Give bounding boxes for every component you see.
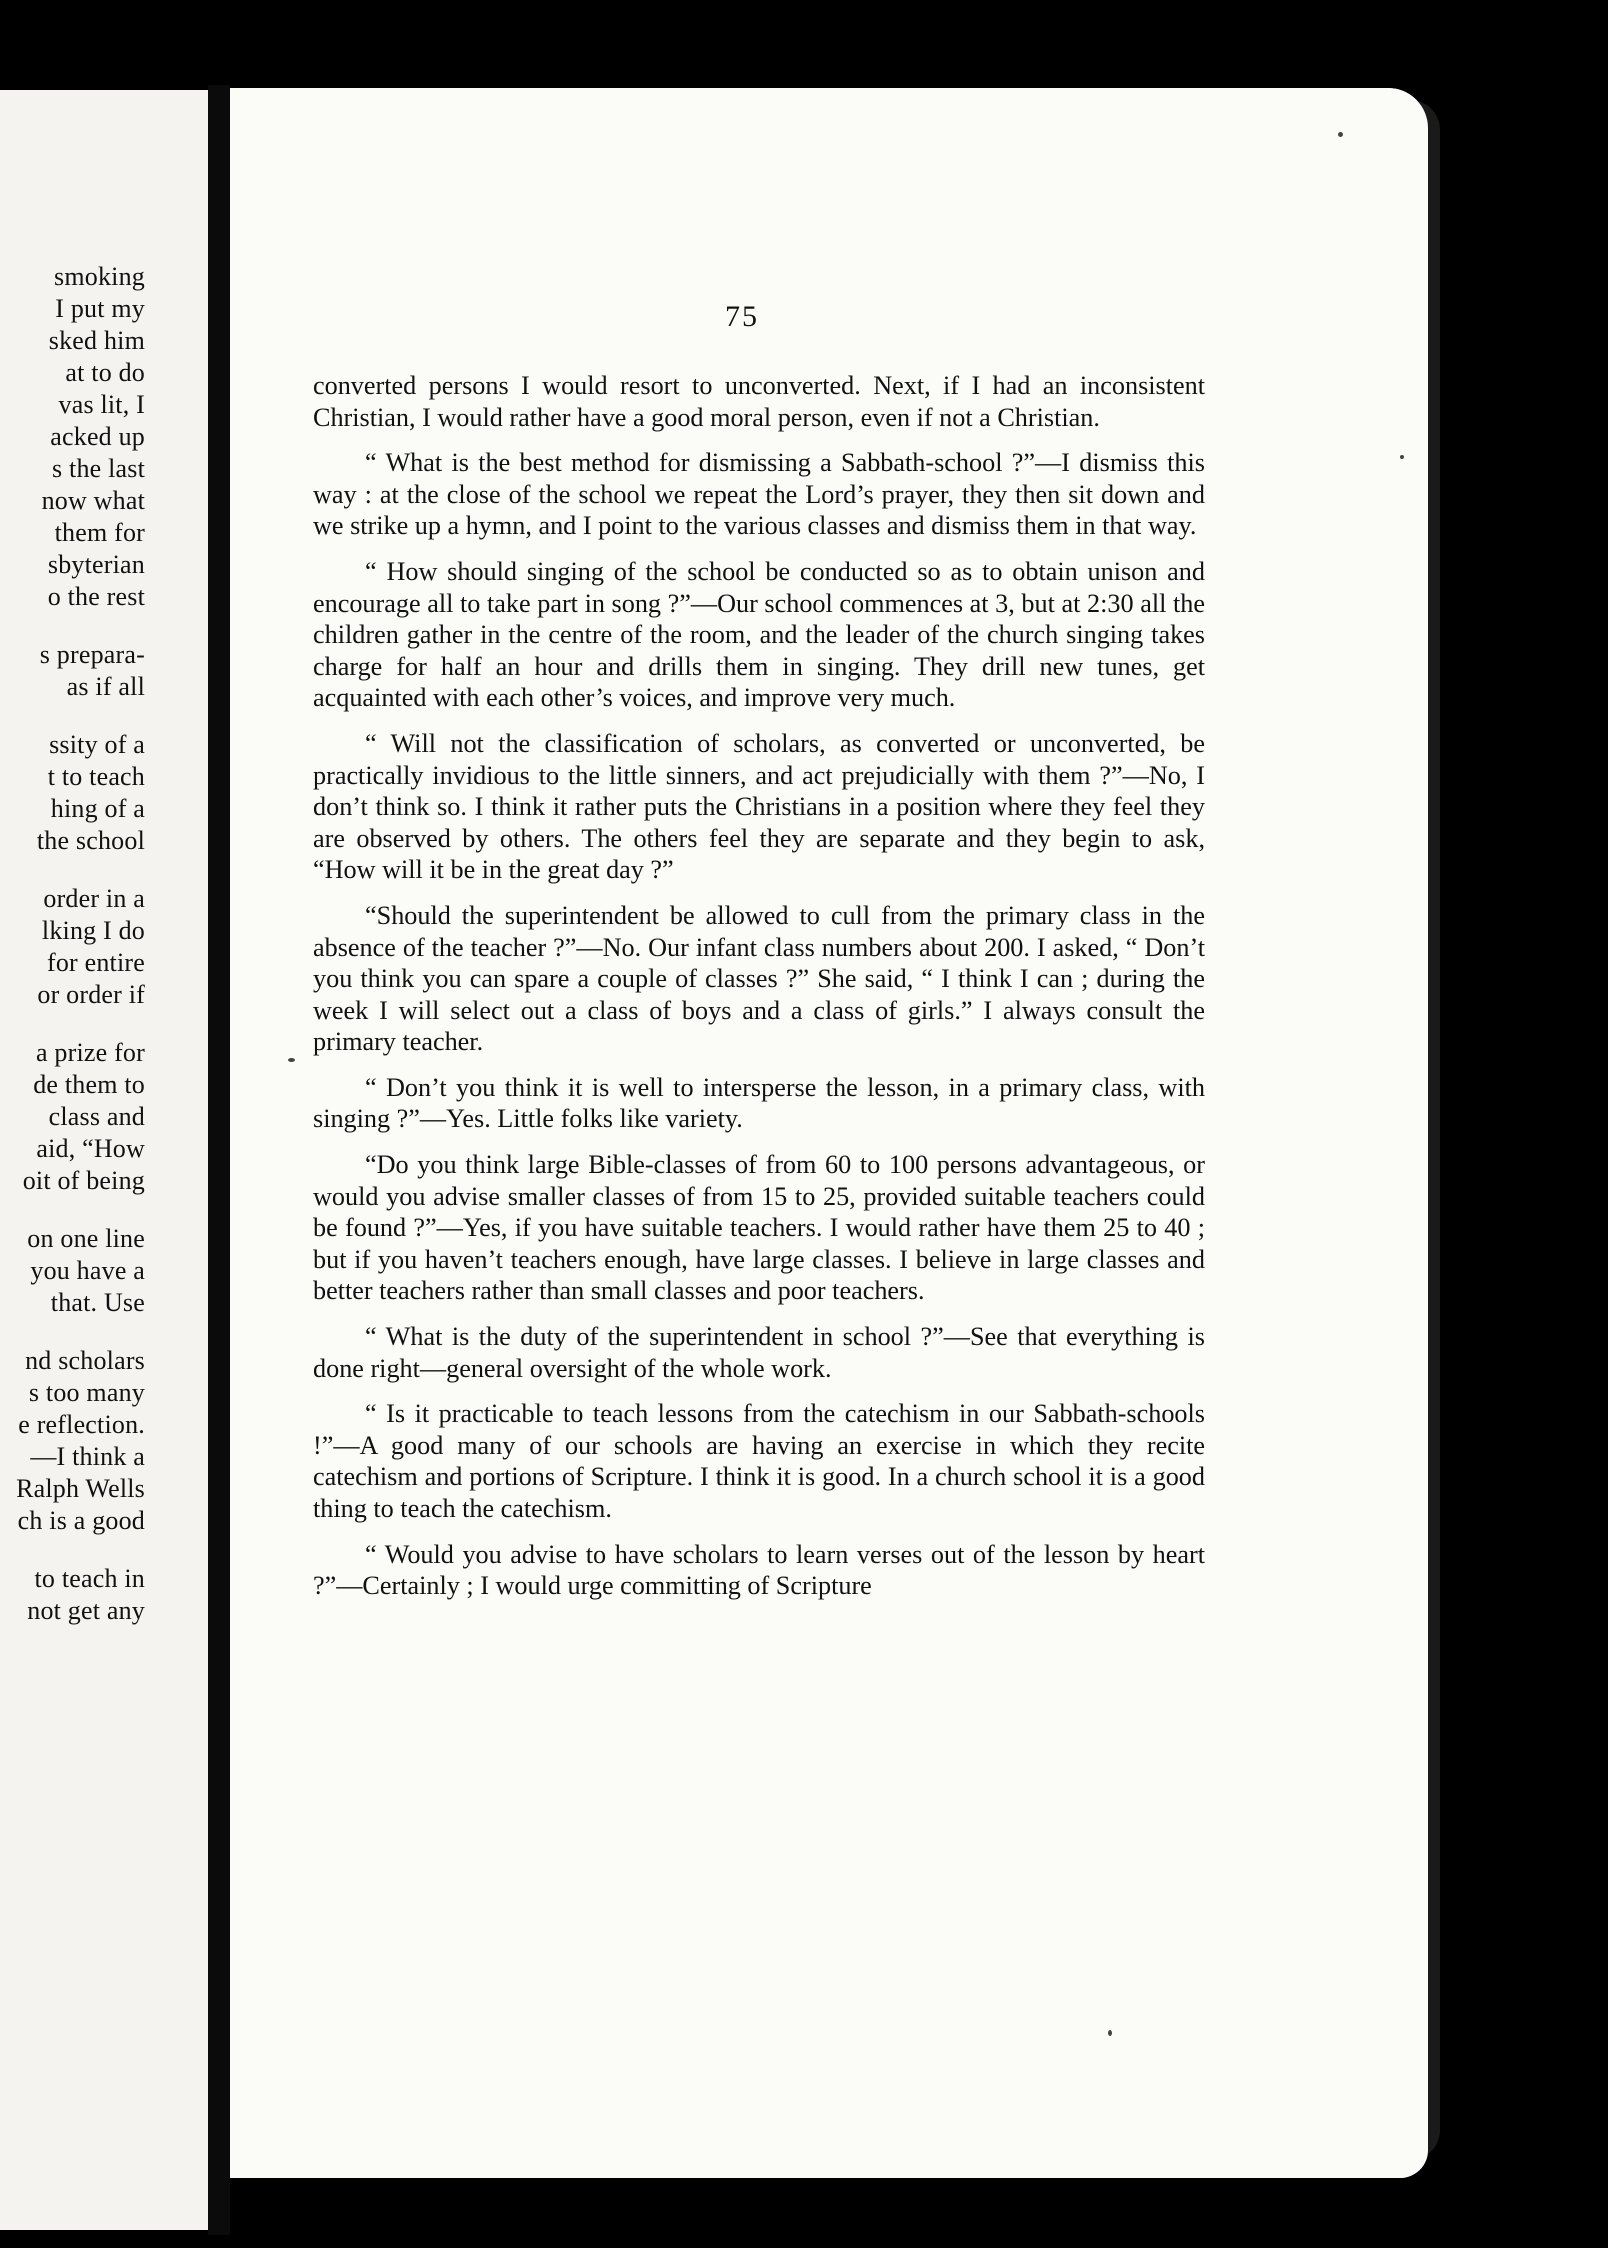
facing-page-line: oit of being: [22, 1166, 145, 1195]
facing-page-line: aid, “How: [36, 1134, 145, 1163]
paragraph: “ Don’t you think it is well to intersperse the lesson, in a primary class, with singing ?”—Yes. Little folks like variety.: [313, 1072, 1205, 1134]
paper-speck: [1400, 455, 1404, 459]
paragraph: “ How should singing of the school be conducted so as to obtain unison and encourage all to take part in song ?”—Our school commences at 3, but at 2:30 all the children gather in the centre of the room, and the leader of the church singing takes charge for half an hour and drills them in singing. They drill new tunes, get acquainted with each other’s voices, and improve very much.: [313, 556, 1205, 713]
facing-page-line: order in a: [43, 884, 145, 913]
facing-page-line: the school: [36, 826, 145, 855]
book-gutter: [208, 85, 230, 2235]
facing-page-line: a prize for: [35, 1038, 145, 1067]
facing-page-line: that. Use: [50, 1288, 145, 1317]
page-body-text: [313, 370, 1205, 1616]
facing-page-line: e reflection.: [18, 1410, 145, 1439]
paragraph: “ Will not the classification of scholars, as converted or unconverted, be practically invidious to the little sinners, and act prejudicially with them ?”—No, I don’t think so. I think it rather puts the Christians in a position where they feel they are observed by others. The others feel they are separate and they begin to ask, “How will it be in the great day ?”: [313, 728, 1205, 885]
paragraph: “Do you think large Bible-classes of from 60 to 100 persons advantageous, or would you advise smaller classes of from 15 to 25, provided suitable teachers could be found ?”—Yes, if you have suitable teachers. I would rather have them 25 to 40 ; but if you haven’t teachers enough, have large classes. I believe in large classes and better teachers rather than small classes and poor teachers.: [313, 1150, 1205, 1306]
page-number: 75: [725, 300, 759, 333]
facing-page-line: as if all: [66, 672, 145, 701]
facing-page-line: hing of a: [50, 794, 145, 823]
facing-page-line: nd scholars: [25, 1346, 145, 1375]
facing-page-line: vas lit, I: [58, 390, 145, 419]
facing-page-line: t to teach: [47, 762, 145, 791]
facing-page-line: you have a: [30, 1256, 145, 1285]
paper-speck: [1108, 2030, 1112, 2036]
paragraph: converted persons I would resort to unconverted. Next, if I had an inconsistent Christian, I would rather have a good moral person, even if not a Christian.: [313, 371, 1205, 432]
facing-page-line: them for: [54, 518, 145, 547]
paragraph: “ Would you advise to have scholars to learn verses out of the lesson by heart ?”—Certainly ; I would urge committing of Scripture: [313, 1539, 1205, 1601]
facing-page-line: for entire: [46, 948, 145, 977]
facing-page-line: class and: [48, 1102, 145, 1131]
facing-page-line: sbyterian: [47, 550, 145, 579]
facing-page-line: acked up: [50, 422, 145, 451]
paragraph: “ What is the duty of the superintendent in school ?”—See that everything is done right—general oversight of the whole work.: [313, 1322, 1205, 1383]
facing-page-line: ssity of a: [49, 730, 145, 759]
facing-page-line: sked him: [48, 326, 145, 355]
facing-page-line: s too many: [28, 1378, 145, 1407]
facing-page-line: smoking: [54, 262, 145, 291]
facing-page-line: now what: [41, 486, 145, 515]
facing-page-line: o the rest: [47, 582, 145, 611]
facing-page-line: at to do: [65, 358, 145, 387]
facing-page-line: s the last: [52, 454, 145, 483]
paragraph: “ What is the best method for dismissing a Sabbath-school ?”—I dismiss this way : at the close of the school we repeat the Lord’s prayer, they then sit down and we strike up a hymn, and I point to the various classes and dismiss them in that way.: [313, 448, 1205, 541]
paper-speck: [288, 1058, 295, 1062]
facing-page-line: I put my: [55, 294, 145, 323]
facing-page-line: —I think a: [30, 1442, 145, 1471]
paragraph: “Should the superintendent be allowed to cull from the primary class in the absence of the teacher ?”—No. Our infant class numbers about 200. I asked, “ Don’t you think you can spare a couple of classes ?” She said, “ I think I can ; during the week I will select out a class of boys and a class of girls.” I always consult the primary teacher.: [313, 900, 1205, 1057]
facing-page-line: s prepara-: [39, 640, 145, 669]
facing-page-line: lking I do: [41, 916, 145, 945]
facing-page-line: on one line: [27, 1224, 145, 1253]
facing-page-line: to teach in: [34, 1564, 145, 1593]
facing-page-line: ch is a good: [17, 1506, 145, 1535]
facing-page-line: de them to: [33, 1070, 145, 1099]
paragraph: “ Is it practicable to teach lessons from the catechism in our Sabbath-schools !”—A good many of our schools are having an exercise in which they recite catechism and portions of Scripture. I think it is good. In a church school it is a good thing to teach the catechism.: [313, 1399, 1205, 1523]
facing-page-line: Ralph Wells: [16, 1474, 145, 1503]
facing-page-line: or order if: [37, 980, 145, 1009]
facing-page-left: [0, 90, 210, 2230]
paper-speck: [1338, 132, 1343, 137]
facing-page-line: not get any: [27, 1596, 145, 1625]
